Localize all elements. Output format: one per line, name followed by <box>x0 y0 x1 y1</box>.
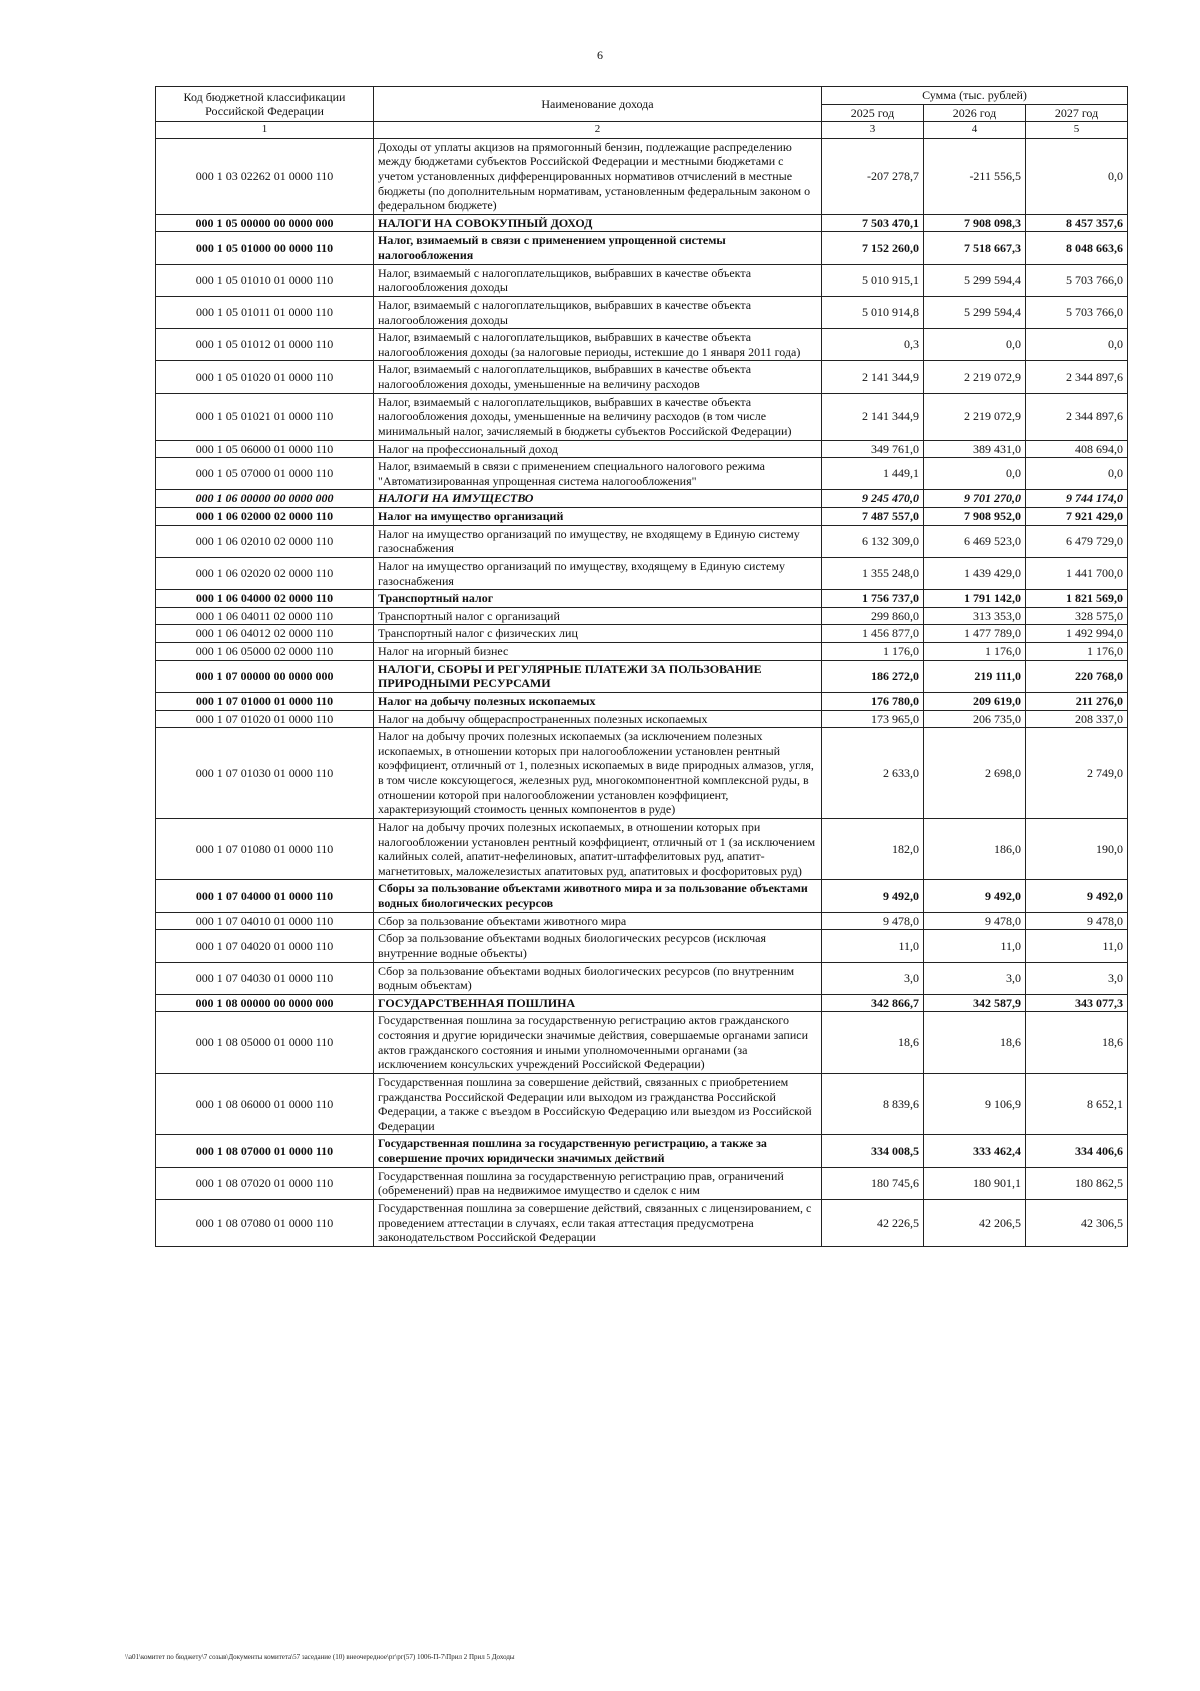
row-value-2025: 5 010 914,8 <box>822 296 924 328</box>
row-code: 000 1 05 01000 00 0000 110 <box>156 232 374 264</box>
row-value-2025: 11,0 <box>822 930 924 962</box>
row-value-2025: 182,0 <box>822 818 924 880</box>
row-code: 000 1 08 07020 01 0000 110 <box>156 1167 374 1199</box>
row-value-2025: 176 780,0 <box>822 692 924 710</box>
table-row <box>156 361 1128 393</box>
row-name: Налог на профессиональный доход <box>374 440 822 458</box>
row-value-2027: 0,0 <box>1026 138 1128 214</box>
row-value-2027: 343 077,3 <box>1026 994 1128 1012</box>
row-name: Сбор за пользование объектами животного мира <box>374 912 822 930</box>
table-row <box>156 1012 1128 1074</box>
row-value-2025: 18,6 <box>822 1012 924 1074</box>
row-value-2027: 190,0 <box>1026 818 1128 880</box>
table-row <box>156 458 1128 490</box>
header-sum: Сумма (тыс. рублей) <box>822 87 1128 105</box>
row-name: Налог, взимаемый с налогоплательщиков, выбравших в качестве объекта налогообложения доходы <box>374 264 822 296</box>
row-code: 000 1 06 04011 02 0000 110 <box>156 607 374 625</box>
row-name: Налог на игорный бизнес <box>374 643 822 661</box>
row-code: 000 1 05 06000 01 0000 110 <box>156 440 374 458</box>
row-code: 000 1 08 07080 01 0000 110 <box>156 1199 374 1246</box>
table-row <box>156 138 1128 214</box>
page-number: 6 <box>597 48 603 62</box>
row-value-2026: 342 587,9 <box>924 994 1026 1012</box>
row-value-2026: 5 299 594,4 <box>924 264 1026 296</box>
row-value-2027: 1 492 994,0 <box>1026 625 1128 643</box>
row-value-2025: 2 633,0 <box>822 728 924 819</box>
table-row <box>156 962 1128 994</box>
row-value-2025: 7 487 557,0 <box>822 508 924 526</box>
row-value-2027: 8 048 663,6 <box>1026 232 1128 264</box>
row-name: Налог, взимаемый в связи с применением упрощенной системы налогообложения <box>374 232 822 264</box>
row-value-2026: 9 701 270,0 <box>924 490 1026 508</box>
row-name: Налог, взимаемый с налогоплательщиков, выбравших в качестве объекта налогообложения доходы <box>374 296 822 328</box>
row-value-2026: 6 469 523,0 <box>924 525 1026 557</box>
table-row <box>156 214 1128 232</box>
table-row <box>156 329 1128 361</box>
row-value-2027: 408 694,0 <box>1026 440 1128 458</box>
row-value-2026: 1 176,0 <box>924 643 1026 661</box>
table-row <box>156 1199 1128 1246</box>
row-name: Налог на имущество организаций <box>374 508 822 526</box>
row-name: Налог, взимаемый с налогоплательщиков, выбравших в качестве объекта налогообложения доходы (за налоговые периоды, истекшие до 1 января 2011 года) <box>374 329 822 361</box>
row-value-2025: 349 761,0 <box>822 440 924 458</box>
row-value-2025: 5 010 915,1 <box>822 264 924 296</box>
row-code: 000 1 08 06000 01 0000 110 <box>156 1073 374 1135</box>
row-value-2027: 18,6 <box>1026 1012 1128 1074</box>
header-year-2027: 2027 год <box>1026 104 1128 122</box>
row-code: 000 1 06 04000 02 0000 110 <box>156 590 374 608</box>
row-value-2025: 2 141 344,9 <box>822 393 924 440</box>
row-value-2027: 208 337,0 <box>1026 710 1128 728</box>
row-value-2027: 180 862,5 <box>1026 1167 1128 1199</box>
row-value-2027: 0,0 <box>1026 458 1128 490</box>
row-code: 000 1 06 04012 02 0000 110 <box>156 625 374 643</box>
table-row <box>156 1167 1128 1199</box>
row-name: НАЛОГИ, СБОРЫ И РЕГУЛЯРНЫЕ ПЛАТЕЖИ ЗА ПОЛЬЗОВАНИЕ ПРИРОДНЫМИ РЕСУРСАМИ <box>374 660 822 692</box>
row-value-2027: 8 652,1 <box>1026 1073 1128 1135</box>
row-code: 000 1 07 01030 01 0000 110 <box>156 728 374 819</box>
row-value-2025: 173 965,0 <box>822 710 924 728</box>
row-code: 000 1 07 01000 01 0000 110 <box>156 692 374 710</box>
row-name: Налог на имущество организаций по имуществу, входящему в Единую систему газоснабжения <box>374 557 822 589</box>
row-value-2027: 42 306,5 <box>1026 1199 1128 1246</box>
header-code: Код бюджетной классификации Российской Федерации <box>156 87 374 122</box>
row-code: 000 1 06 02010 02 0000 110 <box>156 525 374 557</box>
row-value-2026: 1 791 142,0 <box>924 590 1026 608</box>
row-value-2026: 180 901,1 <box>924 1167 1026 1199</box>
row-name: Налог на имущество организаций по имуществу, не входящему в Единую систему газоснабжения <box>374 525 822 557</box>
row-value-2025: 334 008,5 <box>822 1135 924 1167</box>
row-name: ГОСУДАРСТВЕННАЯ ПОШЛИНА <box>374 994 822 1012</box>
row-value-2025: 7 503 470,1 <box>822 214 924 232</box>
row-value-2025: 1 449,1 <box>822 458 924 490</box>
row-code: 000 1 05 01011 01 0000 110 <box>156 296 374 328</box>
row-value-2026: 5 299 594,4 <box>924 296 1026 328</box>
row-value-2025: 9 492,0 <box>822 880 924 912</box>
header-name: Наименование дохода <box>374 87 822 122</box>
row-value-2026: 9 478,0 <box>924 912 1026 930</box>
row-value-2027: 220 768,0 <box>1026 660 1128 692</box>
row-name: Государственная пошлина за государственную регистрацию прав, ограничений (обременений) прав на недвижимое имущество и сделок с ним <box>374 1167 822 1199</box>
row-value-2027: 2 749,0 <box>1026 728 1128 819</box>
table-row <box>156 264 1128 296</box>
header-year-2025: 2025 год <box>822 104 924 122</box>
row-value-2025: 42 226,5 <box>822 1199 924 1246</box>
revenue-table <box>155 86 1128 1247</box>
row-code: 000 1 08 05000 01 0000 110 <box>156 1012 374 1074</box>
table-row <box>156 912 1128 930</box>
row-value-2027: 5 703 766,0 <box>1026 264 1128 296</box>
row-value-2025: 0,3 <box>822 329 924 361</box>
table-row <box>156 607 1128 625</box>
row-value-2025: -207 278,7 <box>822 138 924 214</box>
row-value-2026: 2 698,0 <box>924 728 1026 819</box>
table-row <box>156 728 1128 819</box>
table-row <box>156 930 1128 962</box>
row-value-2027: 5 703 766,0 <box>1026 296 1128 328</box>
row-name: Сбор за пользование объектами водных биологических ресурсов (исключая внутренние водные объекты) <box>374 930 822 962</box>
row-value-2026: 11,0 <box>924 930 1026 962</box>
row-name: НАЛОГИ НА ИМУЩЕСТВО <box>374 490 822 508</box>
row-value-2027: 2 344 897,6 <box>1026 361 1128 393</box>
row-value-2026: 7 908 098,3 <box>924 214 1026 232</box>
row-value-2027: 9 478,0 <box>1026 912 1128 930</box>
header-col-number: 5 <box>1026 122 1128 138</box>
row-value-2026: 313 353,0 <box>924 607 1026 625</box>
row-value-2027: 7 921 429,0 <box>1026 508 1128 526</box>
row-name: Государственная пошлина за государственную регистрацию актов гражданского состояния и другие юридически значимые действия, совершаемые органами записи актов гражданского состояния и иными уполномоченными органами (за исключением консульских учреждений Российской Федерации) <box>374 1012 822 1074</box>
row-name: Налог, взимаемый с налогоплательщиков, выбравших в качестве объекта налогообложения доходы, уменьшенные на величину расходов (в том числе минимальный налог, зачисляемый в бюджеты субъектов Российской Федерации) <box>374 393 822 440</box>
table-row <box>156 590 1128 608</box>
row-value-2027: 1 441 700,0 <box>1026 557 1128 589</box>
row-name: Сборы за пользование объектами животного мира и за пользование объектами водных биологических ресурсов <box>374 880 822 912</box>
row-code: 000 1 05 01020 01 0000 110 <box>156 361 374 393</box>
row-code: 000 1 06 02020 02 0000 110 <box>156 557 374 589</box>
row-code: 000 1 08 07000 01 0000 110 <box>156 1135 374 1167</box>
row-value-2026: 209 619,0 <box>924 692 1026 710</box>
row-value-2027: 9 492,0 <box>1026 880 1128 912</box>
table-row <box>156 232 1128 264</box>
row-value-2027: 8 457 357,6 <box>1026 214 1128 232</box>
header-col-number: 1 <box>156 122 374 138</box>
row-value-2026: 1 477 789,0 <box>924 625 1026 643</box>
row-value-2026: 3,0 <box>924 962 1026 994</box>
row-code: 000 1 03 02262 01 0000 110 <box>156 138 374 214</box>
row-value-2027: 1 176,0 <box>1026 643 1128 661</box>
row-value-2026: 333 462,4 <box>924 1135 1026 1167</box>
table-row <box>156 692 1128 710</box>
table-row <box>156 710 1128 728</box>
row-value-2026: 0,0 <box>924 329 1026 361</box>
table-row <box>156 490 1128 508</box>
row-code: 000 1 07 04030 01 0000 110 <box>156 962 374 994</box>
row-value-2027: 1 821 569,0 <box>1026 590 1128 608</box>
row-value-2025: 342 866,7 <box>822 994 924 1012</box>
row-value-2025: 180 745,6 <box>822 1167 924 1199</box>
row-value-2027: 6 479 729,0 <box>1026 525 1128 557</box>
row-value-2026: 2 219 072,9 <box>924 361 1026 393</box>
table-row <box>156 880 1128 912</box>
row-value-2027: 9 744 174,0 <box>1026 490 1128 508</box>
row-value-2026: 7 518 667,3 <box>924 232 1026 264</box>
row-value-2027: 3,0 <box>1026 962 1128 994</box>
row-value-2025: 9 245 470,0 <box>822 490 924 508</box>
row-name: Налог на добычу полезных ископаемых <box>374 692 822 710</box>
table-row <box>156 1073 1128 1135</box>
row-value-2027: 11,0 <box>1026 930 1128 962</box>
row-name: Налог на добычу прочих полезных ископаемых (за исключением полезных ископаемых, в отношении которых при налогообложении установлен рентный коэффициент, отличный от 1, полезных ископаемых в виде природных алмазов, угля, в том числе коксующегося, железных руд, многокомпонентной комплексной руды, в отношении которой при налогообложении установлен коэффициент, характеризующий стоимость ценных компонентов в руде) <box>374 728 822 819</box>
table-row <box>156 296 1128 328</box>
row-value-2026: 9 492,0 <box>924 880 1026 912</box>
row-value-2026: -211 556,5 <box>924 138 1026 214</box>
row-code: 000 1 07 01020 01 0000 110 <box>156 710 374 728</box>
row-name: НАЛОГИ НА СОВОКУПНЫЙ ДОХОД <box>374 214 822 232</box>
row-code: 000 1 05 01012 01 0000 110 <box>156 329 374 361</box>
row-code: 000 1 07 04010 01 0000 110 <box>156 912 374 930</box>
row-name: Налог на добычу прочих полезных ископаемых, в отношении которых при налогообложении установлен рентный коэффициент, отличный от 1 (за исключением калийных солей, апатит-нефелиновых, апатит-штаффелитовых руд, апатит-магнетитовых, маложелезистых апатитовых руд, апатитовых и фосфоритовых руд) <box>374 818 822 880</box>
table-row <box>156 994 1128 1012</box>
row-value-2027: 334 406,6 <box>1026 1135 1128 1167</box>
table-row <box>156 508 1128 526</box>
row-value-2025: 3,0 <box>822 962 924 994</box>
table-row <box>156 660 1128 692</box>
row-value-2027: 328 575,0 <box>1026 607 1128 625</box>
row-code: 000 1 05 00000 00 0000 000 <box>156 214 374 232</box>
row-name: Налог, взимаемый с налогоплательщиков, выбравших в качестве объекта налогообложения доходы, уменьшенные на величину расходов <box>374 361 822 393</box>
row-value-2027: 0,0 <box>1026 329 1128 361</box>
row-name: Государственная пошлина за совершение действий, связанных с приобретением гражданства Российской Федерации или выходом из гражданства Российской Федерации, а также с въездом в Российскую Федерацию или выездом из Российской Федерации <box>374 1073 822 1135</box>
table-row <box>156 625 1128 643</box>
row-value-2025: 9 478,0 <box>822 912 924 930</box>
table-row <box>156 393 1128 440</box>
row-name: Налог, взимаемый в связи с применением специального налогового режима "Автоматизированная упрощенная система налогообложения" <box>374 458 822 490</box>
row-code: 000 1 06 02000 02 0000 110 <box>156 508 374 526</box>
row-code: 000 1 05 01021 01 0000 110 <box>156 393 374 440</box>
row-value-2026: 206 735,0 <box>924 710 1026 728</box>
header-year-2026: 2026 год <box>924 104 1026 122</box>
row-name: Государственная пошлина за государственную регистрацию, а также за совершение прочих юридически значимых действий <box>374 1135 822 1167</box>
row-value-2026: 389 431,0 <box>924 440 1026 458</box>
row-code: 000 1 07 01080 01 0000 110 <box>156 818 374 880</box>
row-value-2026: 186,0 <box>924 818 1026 880</box>
row-code: 000 1 05 07000 01 0000 110 <box>156 458 374 490</box>
row-value-2026: 219 111,0 <box>924 660 1026 692</box>
table-row <box>156 1135 1128 1167</box>
row-value-2026: 0,0 <box>924 458 1026 490</box>
row-value-2025: 2 141 344,9 <box>822 361 924 393</box>
row-name: Транспортный налог с организаций <box>374 607 822 625</box>
row-name: Доходы от уплаты акцизов на прямогонный бензин, подлежащие распределению между бюджетами субъектов Российской Федерации и местными бюджетами с учетом установленных дифференцированных нормативов отчислений в местные бюджеты (по дополнительным нормативам, установленным федеральным законом о федеральном бюджете) <box>374 138 822 214</box>
table-row <box>156 525 1128 557</box>
row-value-2025: 7 152 260,0 <box>822 232 924 264</box>
row-value-2026: 2 219 072,9 <box>924 393 1026 440</box>
table-row <box>156 643 1128 661</box>
row-code: 000 1 08 00000 00 0000 000 <box>156 994 374 1012</box>
row-value-2025: 186 272,0 <box>822 660 924 692</box>
table-row <box>156 557 1128 589</box>
row-value-2025: 1 756 737,0 <box>822 590 924 608</box>
table-row <box>156 440 1128 458</box>
row-code: 000 1 07 04000 01 0000 110 <box>156 880 374 912</box>
header-col-number: 2 <box>374 122 822 138</box>
row-value-2027: 211 276,0 <box>1026 692 1128 710</box>
row-value-2026: 9 106,9 <box>924 1073 1026 1135</box>
row-code: 000 1 07 00000 00 0000 000 <box>156 660 374 692</box>
row-name: Государственная пошлина за совершение действий, связанных с лицензированием, с проведением аттестации в случаях, если такая аттестация предусмотрена законодательством Российской Федерации <box>374 1199 822 1246</box>
row-name: Транспортный налог с физических лиц <box>374 625 822 643</box>
row-value-2025: 1 355 248,0 <box>822 557 924 589</box>
row-value-2026: 18,6 <box>924 1012 1026 1074</box>
row-value-2026: 1 439 429,0 <box>924 557 1026 589</box>
row-code: 000 1 06 00000 00 0000 000 <box>156 490 374 508</box>
row-value-2025: 8 839,6 <box>822 1073 924 1135</box>
row-name: Налог на добычу общераспространенных полезных ископаемых <box>374 710 822 728</box>
header-col-number: 3 <box>822 122 924 138</box>
row-value-2026: 42 206,5 <box>924 1199 1026 1246</box>
table-body <box>156 138 1128 1246</box>
row-name: Транспортный налог <box>374 590 822 608</box>
row-value-2025: 6 132 309,0 <box>822 525 924 557</box>
footer-file-path: \\a01\комитет по бюджету\7 созыв\Документы комитета\57 заседание (10) внеочередное\рг\рг(57) 1006-П-7\Прил 2 Прил 5 Доходы <box>125 1653 515 1661</box>
row-value-2026: 7 908 952,0 <box>924 508 1026 526</box>
row-code: 000 1 07 04020 01 0000 110 <box>156 930 374 962</box>
table-row <box>156 818 1128 880</box>
row-name: Сбор за пользование объектами водных биологических ресурсов (по внутренним водным объектам) <box>374 962 822 994</box>
row-code: 000 1 06 05000 02 0000 110 <box>156 643 374 661</box>
row-value-2027: 2 344 897,6 <box>1026 393 1128 440</box>
row-code: 000 1 05 01010 01 0000 110 <box>156 264 374 296</box>
row-value-2025: 1 176,0 <box>822 643 924 661</box>
row-value-2025: 1 456 877,0 <box>822 625 924 643</box>
header-col-number: 4 <box>924 122 1026 138</box>
row-value-2025: 299 860,0 <box>822 607 924 625</box>
